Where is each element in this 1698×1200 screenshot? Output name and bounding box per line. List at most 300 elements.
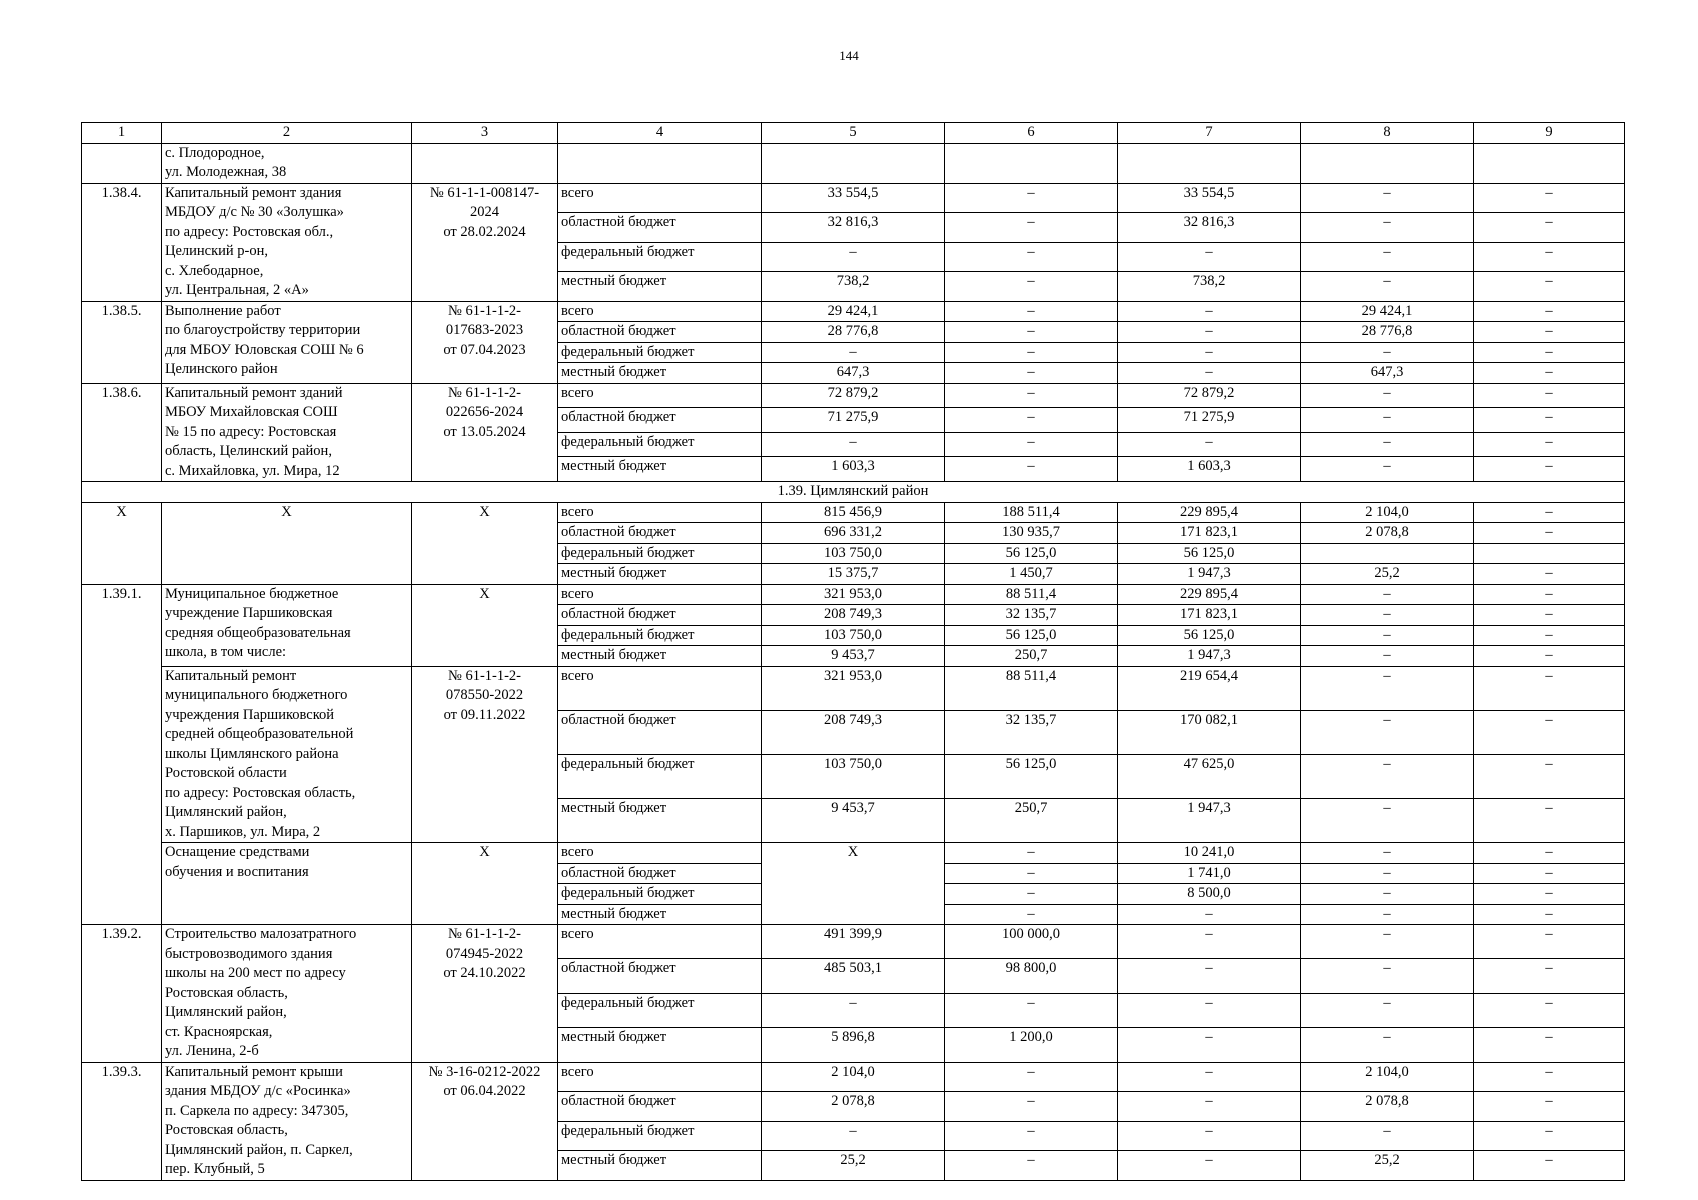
budget-label: областной бюджет (558, 1092, 762, 1122)
value-cell: 250,7 (945, 798, 1118, 842)
table-row (82, 502, 1625, 523)
text-line: № 61-1-1-2- (447, 667, 522, 684)
value-cell: – (1301, 605, 1474, 626)
budget-label: всего (558, 1062, 762, 1092)
text-line: от 13.05.2024 (443, 423, 526, 440)
value-cell: 71 275,9 (762, 408, 945, 433)
value-cell: – (945, 993, 1118, 1027)
budget-label: федеральный бюджет (558, 432, 762, 457)
value-cell: – (1474, 993, 1625, 1027)
value-cell: – (1118, 1092, 1301, 1122)
budget-label: всего (558, 383, 762, 408)
value-cell: 321 953,0 (762, 666, 945, 710)
value-cell: 32 816,3 (762, 213, 945, 243)
value-cell: – (1301, 904, 1474, 925)
text-line: Строительство малозатратного (165, 926, 357, 942)
text-line: Капитальный ремонт зданий (165, 384, 343, 401)
value-cell: – (1301, 1028, 1474, 1062)
value-cell: 647,3 (762, 363, 945, 384)
value-cell: 47 625,0 (1118, 754, 1301, 798)
value-cell: – (1474, 710, 1625, 754)
value-cell: 29 424,1 (1301, 301, 1474, 322)
text-line: от 28.02.2024 (443, 223, 526, 240)
text-line: № 61-1-1-2- (447, 926, 522, 942)
item-number: Х (82, 502, 162, 584)
table-row (82, 584, 1625, 605)
text-line: Х (479, 585, 490, 602)
budget-label: всего (558, 925, 762, 959)
value-cell: – (1474, 666, 1625, 710)
value-cell: 1 947,3 (1118, 564, 1301, 585)
item-number (82, 666, 162, 843)
document-cell (412, 666, 558, 843)
table-row (82, 143, 1625, 183)
value-cell: – (1301, 754, 1474, 798)
value-cell: – (1301, 843, 1474, 864)
budget-label: местный бюджет (558, 363, 762, 384)
value-cell: – (1301, 798, 1474, 842)
text-line: школы на 200 мест по адресу (165, 965, 346, 981)
value-cell: – (1301, 584, 1474, 605)
document-cell (412, 301, 558, 383)
empty-cell (1118, 143, 1301, 183)
text-line: Цимлянский район, п. Саркел, (165, 1141, 353, 1158)
description-cell (162, 1062, 412, 1180)
value-cell: – (1474, 1062, 1625, 1092)
document-cell (412, 502, 558, 584)
value-cell: Х (762, 843, 945, 925)
value-cell: – (1474, 959, 1625, 993)
text-line: Цимлянский район, (165, 1004, 287, 1020)
empty-cell (945, 143, 1118, 183)
value-cell: – (1118, 925, 1301, 959)
table-row (82, 1062, 1625, 1092)
value-cell: – (1474, 183, 1625, 213)
value-cell: – (945, 843, 1118, 864)
text-line: Ростовской области (165, 765, 287, 781)
text-line: № 61-1-1-2- (447, 302, 522, 319)
value-cell: – (1118, 959, 1301, 993)
value-cell: 1 450,7 (945, 564, 1118, 585)
text-line: от 07.04.2023 (443, 341, 526, 358)
text-line: 074945-2022 (445, 945, 524, 962)
value-cell: 25,2 (1301, 1151, 1474, 1181)
value-cell: 219 654,4 (1118, 666, 1301, 710)
value-cell: – (1474, 843, 1625, 864)
item-number: 1.38.5. (82, 301, 162, 383)
item-number (82, 843, 162, 925)
value-cell: 103 750,0 (762, 754, 945, 798)
value-cell: – (1118, 904, 1301, 925)
value-cell (1474, 543, 1625, 564)
value-cell: – (945, 301, 1118, 322)
text-line: Цимлянский район, (165, 804, 287, 820)
text-line: от 06.04.2022 (443, 1083, 526, 1099)
budget-label: всего (558, 584, 762, 605)
value-cell: 25,2 (1301, 564, 1474, 585)
value-cell: 9 453,7 (762, 798, 945, 842)
section-title: 1.39. Цимлянский район (82, 482, 1625, 503)
text-line: школа, в том числе: (165, 644, 287, 660)
value-cell: 56 125,0 (945, 543, 1118, 564)
value-cell: 2 078,8 (1301, 523, 1474, 544)
value-cell: 250,7 (945, 646, 1118, 667)
budget-label: областной бюджет (558, 523, 762, 544)
text-line: п. Саркела по адресу: 347305, (165, 1102, 349, 1119)
value-cell: 72 879,2 (762, 383, 945, 408)
text-line: от 09.11.2022 (443, 706, 526, 723)
budget-label: областной бюджет (558, 959, 762, 993)
description-cell (162, 843, 412, 925)
value-cell: – (1301, 646, 1474, 667)
value-cell: – (1301, 342, 1474, 363)
text-line: средней общеобразовательной (165, 726, 354, 742)
value-cell: – (1118, 301, 1301, 322)
text-line: с. Михайловка, ул. Мира, 12 (165, 462, 340, 479)
text-line: Х (479, 844, 490, 860)
value-cell: – (1301, 457, 1474, 482)
budget-label: местный бюджет (558, 1028, 762, 1062)
budget-label: областной бюджет (558, 710, 762, 754)
value-cell: – (1474, 904, 1625, 925)
table-row (82, 183, 1625, 213)
text-line: ул. Центральная, 2 «А» (165, 282, 309, 298)
text-line: Ростовская область, (165, 1122, 288, 1138)
value-cell: 130 935,7 (945, 523, 1118, 544)
column-header: 3 (412, 123, 558, 144)
value-cell: – (1301, 625, 1474, 646)
text-line: учреждение Паршиковская (165, 605, 333, 621)
text-line: Выполнение работ (165, 302, 281, 319)
value-cell: – (762, 1121, 945, 1151)
value-cell: – (1118, 432, 1301, 457)
text-line: 078550-2022 (445, 687, 524, 703)
value-cell: 1 947,3 (1118, 798, 1301, 842)
value-cell: 738,2 (762, 272, 945, 302)
document-cell (412, 843, 558, 925)
budget-label: областной бюджет (558, 605, 762, 626)
text-line: обучения и воспитания (165, 863, 309, 880)
table-row (82, 383, 1625, 408)
column-header: 6 (945, 123, 1118, 144)
text-line: ст. Красноярская, (165, 1023, 273, 1040)
text-line: по благоустройству территории (165, 322, 361, 338)
text-line: МБДОУ д/с № 30 «Золушка» (165, 204, 344, 220)
value-cell: – (945, 213, 1118, 243)
value-cell: – (1118, 1121, 1301, 1151)
value-cell: 32 135,7 (945, 605, 1118, 626)
text-line: № 3-16-0212-2022 (428, 1063, 541, 1080)
value-cell: 56 125,0 (1118, 543, 1301, 564)
value-cell: – (945, 904, 1118, 925)
value-cell: 103 750,0 (762, 625, 945, 646)
budget-label: местный бюджет (558, 272, 762, 302)
value-cell: – (1301, 383, 1474, 408)
value-cell: – (1301, 925, 1474, 959)
value-cell: – (1301, 242, 1474, 272)
document-cell (412, 183, 558, 301)
value-cell: 171 823,1 (1118, 523, 1301, 544)
value-cell: – (945, 342, 1118, 363)
text-line: Капитальный ремонт (165, 667, 297, 684)
budget-label: областной бюджет (558, 863, 762, 884)
text-line: муниципального бюджетного (165, 687, 348, 703)
page-number: 144 (839, 48, 859, 63)
value-cell: – (1301, 1121, 1474, 1151)
value-cell: – (762, 993, 945, 1027)
value-cell: – (1474, 754, 1625, 798)
text-line: с. Плодородное, (165, 144, 265, 161)
value-cell: – (1118, 1028, 1301, 1062)
text-line: по адресу: Ростовская обл., (165, 223, 334, 240)
value-cell: 25,2 (762, 1151, 945, 1181)
budget-label: федеральный бюджет (558, 1121, 762, 1151)
value-cell: – (1118, 242, 1301, 272)
text-line: Капитальный ремонт крыши (165, 1063, 343, 1080)
budget-label: областной бюджет (558, 408, 762, 433)
value-cell: – (1474, 884, 1625, 905)
value-cell: 5 896,8 (762, 1028, 945, 1062)
value-cell: – (945, 1062, 1118, 1092)
budget-label: всего (558, 843, 762, 864)
value-cell: 56 125,0 (945, 625, 1118, 646)
budget-label: всего (558, 502, 762, 523)
value-cell: 2 078,8 (1301, 1092, 1474, 1122)
value-cell: 56 125,0 (945, 754, 1118, 798)
value-cell: – (1474, 1092, 1625, 1122)
text-line: Целинского район (165, 361, 278, 377)
table-row (82, 843, 1625, 864)
value-cell: – (945, 863, 1118, 884)
value-cell: 33 554,5 (762, 183, 945, 213)
value-cell: 485 503,1 (762, 959, 945, 993)
value-cell: – (1301, 710, 1474, 754)
value-cell: – (1474, 301, 1625, 322)
column-header: 8 (1301, 123, 1474, 144)
value-cell: – (1474, 272, 1625, 302)
value-cell: – (945, 1121, 1118, 1151)
value-cell: 2 104,0 (1301, 502, 1474, 523)
value-cell: – (945, 408, 1118, 433)
empty-cell (1474, 143, 1625, 183)
value-cell: – (1474, 383, 1625, 408)
empty-cell (558, 143, 762, 183)
value-cell: – (945, 432, 1118, 457)
value-cell: 1 603,3 (1118, 457, 1301, 482)
value-cell: 88 511,4 (945, 666, 1118, 710)
text-line: от 24.10.2022 (443, 965, 526, 981)
value-cell: 100 000,0 (945, 925, 1118, 959)
text-line: 2024 (470, 204, 499, 220)
value-cell: – (1301, 666, 1474, 710)
value-cell: 229 895,4 (1118, 502, 1301, 523)
budget-label: местный бюджет (558, 904, 762, 925)
text-line: 022656-2024 (445, 404, 524, 420)
description-cell (162, 143, 412, 183)
budget-label: федеральный бюджет (558, 884, 762, 905)
value-cell: 647,3 (1301, 363, 1474, 384)
text-line: школы Цимлянского района (165, 745, 339, 762)
value-cell: – (1301, 432, 1474, 457)
text-line: средняя общеобразовательная (165, 624, 351, 641)
column-header: 4 (558, 123, 762, 144)
item-number: 1.39.3. (82, 1062, 162, 1180)
value-cell: – (1118, 1151, 1301, 1181)
value-cell: 1 947,3 (1118, 646, 1301, 667)
value-cell: 188 511,4 (945, 502, 1118, 523)
description-cell (162, 183, 412, 301)
value-cell: 815 456,9 (762, 502, 945, 523)
value-cell: – (1301, 959, 1474, 993)
text-line: быстровозводимого здания (165, 945, 333, 962)
value-cell: 2 078,8 (762, 1092, 945, 1122)
value-cell: 208 749,3 (762, 605, 945, 626)
value-cell: 1 741,0 (1118, 863, 1301, 884)
item-number: 1.39.1. (82, 584, 162, 666)
value-cell: 696 331,2 (762, 523, 945, 544)
text-line: Ростовская область, (165, 984, 288, 1001)
budget-table (81, 122, 1625, 1181)
document-cell (412, 584, 558, 666)
column-header: 2 (162, 123, 412, 144)
empty-cell (1301, 143, 1474, 183)
value-cell: 738,2 (1118, 272, 1301, 302)
value-cell: – (1301, 272, 1474, 302)
value-cell: 88 511,4 (945, 584, 1118, 605)
value-cell: 2 104,0 (1301, 1062, 1474, 1092)
text-line: Муниципальное бюджетное (165, 585, 339, 602)
value-cell: 29 424,1 (762, 301, 945, 322)
budget-label: федеральный бюджет (558, 625, 762, 646)
text-line: для МБОУ Юловская СОШ № 6 (165, 341, 364, 358)
budget-label: всего (558, 666, 762, 710)
value-cell: – (945, 1151, 1118, 1181)
description-cell (162, 584, 412, 666)
section-row (82, 482, 1625, 503)
budget-label: областной бюджет (558, 213, 762, 243)
value-cell: – (945, 272, 1118, 302)
value-cell: – (1474, 502, 1625, 523)
value-cell: – (1301, 884, 1474, 905)
text-line: ул. Молодежная, 38 (165, 164, 287, 180)
value-cell: – (945, 884, 1118, 905)
table-row (82, 925, 1625, 959)
value-cell: – (945, 363, 1118, 384)
value-cell: – (762, 342, 945, 363)
empty-cell (412, 143, 558, 183)
budget-label: местный бюджет (558, 646, 762, 667)
budget-label: федеральный бюджет (558, 242, 762, 272)
value-cell: – (1474, 1028, 1625, 1062)
value-cell: – (945, 1092, 1118, 1122)
value-cell: – (1474, 242, 1625, 272)
column-header-row (82, 123, 1625, 144)
table-row (82, 301, 1625, 322)
value-cell: – (1474, 408, 1625, 433)
value-cell: – (762, 432, 945, 457)
value-cell: 28 776,8 (762, 322, 945, 343)
text-line: № 61-1-1-008147- (429, 184, 540, 201)
value-cell: – (1474, 584, 1625, 605)
description-cell (162, 383, 412, 482)
value-cell: 208 749,3 (762, 710, 945, 754)
value-cell: 1 200,0 (945, 1028, 1118, 1062)
budget-label: всего (558, 183, 762, 213)
value-cell: – (1301, 408, 1474, 433)
text-line: Целинский р-он, (165, 243, 269, 259)
value-cell: – (1474, 432, 1625, 457)
text-line: № 61-1-1-2- (447, 384, 522, 401)
budget-label: федеральный бюджет (558, 754, 762, 798)
table-row (82, 666, 1625, 710)
budget-label: местный бюджет (558, 564, 762, 585)
item-number: 1.38.4. (82, 183, 162, 301)
text-line: пер. Клубный, 5 (165, 1161, 265, 1177)
value-cell: – (1301, 863, 1474, 884)
text-line: ул. Ленина, 2-б (165, 1043, 259, 1059)
text-line: 017683-2023 (445, 322, 524, 338)
text-line: учреждения Паршиковской (165, 706, 335, 723)
empty-cell (762, 143, 945, 183)
text-line: Капитальный ремонт здания (165, 184, 342, 201)
value-cell: – (1474, 925, 1625, 959)
value-cell: – (1474, 798, 1625, 842)
value-cell: 56 125,0 (1118, 625, 1301, 646)
value-cell: – (1301, 213, 1474, 243)
value-cell: – (762, 242, 945, 272)
value-cell: – (1118, 342, 1301, 363)
text-line: Оснащение средствами (165, 844, 310, 860)
value-cell: 2 104,0 (762, 1062, 945, 1092)
budget-label: местный бюджет (558, 1151, 762, 1181)
value-cell: – (1474, 1121, 1625, 1151)
text-line: с. Хлебодарное, (165, 262, 264, 279)
value-cell: 10 241,0 (1118, 843, 1301, 864)
budget-label: местный бюджет (558, 457, 762, 482)
value-cell: – (945, 242, 1118, 272)
text-line: № 15 по адресу: Ростовская (165, 423, 337, 440)
budget-label: федеральный бюджет (558, 342, 762, 363)
value-cell: – (1301, 183, 1474, 213)
column-header: 7 (1118, 123, 1301, 144)
budget-label: федеральный бюджет (558, 993, 762, 1027)
value-cell: – (1474, 363, 1625, 384)
value-cell: 15 375,7 (762, 564, 945, 585)
budget-label: всего (558, 301, 762, 322)
column-header: 9 (1474, 123, 1625, 144)
value-cell: 229 895,4 (1118, 584, 1301, 605)
value-cell: 170 082,1 (1118, 710, 1301, 754)
description-cell (162, 502, 412, 584)
value-cell: – (1474, 523, 1625, 544)
value-cell: 8 500,0 (1118, 884, 1301, 905)
value-cell: – (945, 322, 1118, 343)
value-cell: – (1474, 342, 1625, 363)
column-header: 1 (82, 123, 162, 144)
value-cell: 33 554,5 (1118, 183, 1301, 213)
value-cell: – (1474, 605, 1625, 626)
text-line: область, Целинский район, (165, 443, 332, 459)
value-cell: 28 776,8 (1301, 322, 1474, 343)
value-cell: 32 816,3 (1118, 213, 1301, 243)
value-cell: – (1118, 993, 1301, 1027)
description-cell (162, 666, 412, 843)
text-line: Х (479, 503, 490, 520)
value-cell: 171 823,1 (1118, 605, 1301, 626)
value-cell: 72 879,2 (1118, 383, 1301, 408)
text-line: МБОУ Михайловская СОШ (165, 404, 338, 420)
text-line: х. Паршиков, ул. Мира, 2 (165, 823, 321, 840)
